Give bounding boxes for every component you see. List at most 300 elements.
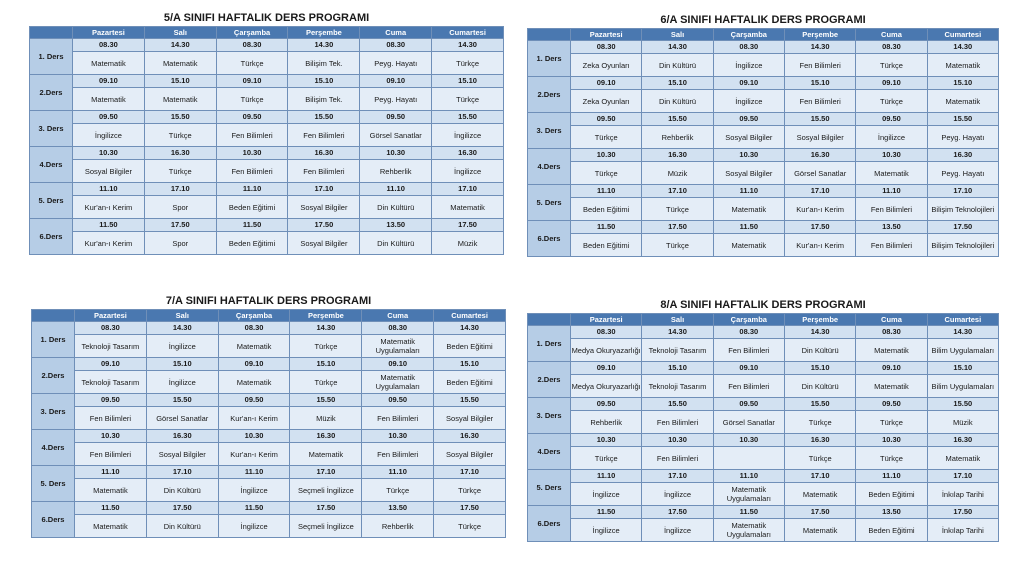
lesson-label: 3. Ders	[30, 111, 73, 147]
time-cell: 17.10	[784, 185, 855, 198]
corner-cell	[528, 314, 571, 326]
time-cell: 13.50	[856, 221, 927, 234]
subject-row	[528, 162, 999, 185]
subject-cell: İngilizce	[571, 519, 642, 542]
subject-cell: Seçmeli İngilizce	[290, 479, 362, 502]
subject-cell: Din Kültürü	[784, 375, 855, 398]
subject-cell: Matematik	[75, 479, 147, 502]
time-cell: 17.50	[784, 506, 855, 519]
time-cell: 17.50	[434, 502, 506, 515]
subject-cell: Görsel Sanatlar	[360, 124, 432, 147]
time-cell: 17.50	[784, 221, 855, 234]
day-header: Pazartesi	[571, 29, 642, 41]
day-header: Çarşamba	[218, 310, 290, 322]
time-row	[528, 41, 999, 54]
time-cell: 15.10	[288, 75, 360, 88]
time-cell: 11.50	[73, 219, 145, 232]
time-cell: 16.30	[927, 434, 998, 447]
subject-cell: Kur'an-ı Kerim	[784, 234, 855, 257]
time-cell: 08.30	[571, 41, 642, 54]
time-cell: 09.50	[362, 394, 434, 407]
subject-cell: Fen Bilimleri	[856, 198, 927, 221]
time-row	[32, 466, 506, 479]
subject-cell: Matematik	[927, 90, 998, 113]
subject-cell: Fen Bilimleri	[288, 124, 360, 147]
subject-cell: Kur'an-ı Kerim	[218, 443, 290, 466]
time-cell: 17.10	[288, 183, 360, 196]
day-header: Cumartesi	[927, 314, 998, 326]
time-cell: 16.30	[288, 147, 360, 160]
time-cell: 16.30	[784, 149, 855, 162]
subject-cell: Fen Bilimleri	[75, 443, 147, 466]
schedule-table	[31, 309, 506, 538]
subject-cell: Beden Eğitimi	[434, 371, 506, 394]
day-header: Salı	[144, 27, 216, 39]
subject-cell: Din Kültürü	[360, 196, 432, 219]
schedule-8a	[527, 297, 999, 542]
time-row	[32, 430, 506, 443]
day-header: Pazartesi	[73, 27, 145, 39]
subject-row	[528, 483, 999, 506]
time-cell: 09.50	[218, 394, 290, 407]
time-cell: 11.50	[75, 502, 147, 515]
subject-cell: Din Kültürü	[146, 479, 218, 502]
subject-cell: Fen Bilimleri	[642, 411, 713, 434]
subject-cell: Matematik	[856, 375, 927, 398]
lesson-label: 3. Ders	[32, 394, 75, 430]
subject-row	[32, 371, 506, 394]
time-cell: 08.30	[218, 322, 290, 335]
subject-cell: Fen Bilimleri	[784, 90, 855, 113]
subject-cell: İngilizce	[146, 371, 218, 394]
subject-cell: Rehberlik	[360, 160, 432, 183]
subject-cell: İngilizce	[713, 90, 784, 113]
time-cell: 11.10	[218, 466, 290, 479]
time-cell: 10.30	[713, 434, 784, 447]
time-cell: 14.30	[146, 322, 218, 335]
time-cell: 11.50	[218, 502, 290, 515]
subject-cell: İnkılap Tarihi	[927, 519, 998, 542]
subject-cell: Türkçe	[144, 160, 216, 183]
day-header: Çarşamba	[713, 29, 784, 41]
time-cell: 15.10	[927, 362, 998, 375]
subject-row	[528, 447, 999, 470]
time-row	[32, 358, 506, 371]
time-cell: 14.30	[784, 41, 855, 54]
day-header: Salı	[642, 314, 713, 326]
lesson-label: 1. Ders	[528, 41, 571, 77]
day-header: Perşembe	[288, 27, 360, 39]
subject-row	[32, 335, 506, 358]
subject-cell: Müzik	[927, 411, 998, 434]
time-cell: 15.50	[784, 113, 855, 126]
subject-cell: Türkçe	[434, 479, 506, 502]
day-header-row	[528, 29, 999, 41]
subject-cell: Sosyal Bilgiler	[713, 126, 784, 149]
schedule-table	[29, 26, 504, 255]
schedule-title: 8/A SINIFI HAFTALIK DERS PROGRAMI	[660, 299, 866, 311]
subject-cell: Peyg. Hayatı	[927, 126, 998, 149]
subject-cell: Matematik	[856, 339, 927, 362]
subject-cell: Matematik	[784, 519, 855, 542]
time-cell: 17.50	[927, 221, 998, 234]
time-cell: 09.10	[73, 75, 145, 88]
time-cell: 14.30	[927, 326, 998, 339]
subject-cell: Türkçe	[216, 52, 288, 75]
time-cell: 09.50	[73, 111, 145, 124]
time-cell: 17.10	[432, 183, 504, 196]
subject-row	[30, 52, 504, 75]
time-cell: 09.50	[856, 398, 927, 411]
time-cell: 15.10	[432, 75, 504, 88]
time-cell: 14.30	[927, 41, 998, 54]
subject-cell: Türkçe	[571, 447, 642, 470]
time-cell: 09.10	[856, 362, 927, 375]
subject-cell: Matematik	[856, 162, 927, 185]
subject-cell: Sosyal Bilgiler	[288, 196, 360, 219]
time-cell: 13.50	[360, 219, 432, 232]
lesson-label: 4.Ders	[32, 430, 75, 466]
subject-row	[30, 124, 504, 147]
time-row	[30, 39, 504, 52]
subject-cell: Matematik	[144, 52, 216, 75]
time-cell: 17.50	[288, 219, 360, 232]
subject-cell: Türkçe	[216, 88, 288, 111]
time-row	[528, 149, 999, 162]
time-cell: 15.10	[434, 358, 506, 371]
day-header-row	[32, 310, 506, 322]
subject-row	[30, 88, 504, 111]
day-header: Perşembe	[784, 314, 855, 326]
subject-cell: Rehberlik	[571, 411, 642, 434]
time-cell: 15.10	[642, 362, 713, 375]
subject-cell	[713, 447, 784, 470]
lesson-label: 2.Ders	[30, 75, 73, 111]
time-cell: 15.50	[290, 394, 362, 407]
time-row	[30, 183, 504, 196]
subject-cell: Türkçe	[642, 198, 713, 221]
time-cell: 16.30	[146, 430, 218, 443]
subject-cell: Fen Bilimleri	[362, 407, 434, 430]
day-header: Çarşamba	[713, 314, 784, 326]
lesson-label: 3. Ders	[528, 113, 571, 149]
time-cell: 09.10	[75, 358, 147, 371]
subject-cell: İngilizce	[642, 483, 713, 506]
subject-cell: Matematik Uygulamaları	[713, 483, 784, 506]
subject-cell: Matematik	[144, 88, 216, 111]
subject-cell: Zeka Oyunları	[571, 54, 642, 77]
time-row	[32, 502, 506, 515]
time-cell: 09.10	[856, 77, 927, 90]
subject-cell: Kur'an-ı Kerim	[73, 232, 145, 255]
subject-cell: Fen Bilimleri	[75, 407, 147, 430]
time-cell: 16.30	[290, 430, 362, 443]
day-header: Çarşamba	[216, 27, 288, 39]
time-cell: 08.30	[571, 326, 642, 339]
day-header: Cuma	[360, 27, 432, 39]
time-cell: 11.10	[362, 466, 434, 479]
lesson-label: 2.Ders	[528, 362, 571, 398]
subject-cell: Matematik Uygulamaları	[362, 371, 434, 394]
time-cell: 15.50	[642, 113, 713, 126]
subject-cell: Zeka Oyunları	[571, 90, 642, 113]
subject-cell: Matematik	[432, 196, 504, 219]
subject-cell: Matematik	[218, 335, 290, 358]
subject-cell: Peyg. Hayatı	[927, 162, 998, 185]
subject-cell: Din Kültürü	[360, 232, 432, 255]
subject-cell: Peyg. Hayatı	[360, 52, 432, 75]
time-cell: 17.50	[642, 506, 713, 519]
time-cell: 17.10	[784, 470, 855, 483]
time-cell: 15.10	[642, 77, 713, 90]
time-cell: 17.10	[927, 470, 998, 483]
subject-cell: Matematik	[75, 515, 147, 538]
time-cell: 09.10	[360, 75, 432, 88]
lesson-label: 5. Ders	[528, 185, 571, 221]
lesson-label: 5. Ders	[528, 470, 571, 506]
subject-cell: Görsel Sanatlar	[784, 162, 855, 185]
subject-cell: Fen Bilimleri	[856, 234, 927, 257]
subject-cell: Sosyal Bilgiler	[434, 443, 506, 466]
corner-cell	[30, 27, 73, 39]
subject-cell: Türkçe	[434, 515, 506, 538]
day-header: Pazartesi	[571, 314, 642, 326]
subject-row	[32, 479, 506, 502]
subject-row	[32, 515, 506, 538]
subject-cell: Matematik	[713, 234, 784, 257]
time-cell: 11.50	[571, 221, 642, 234]
schedule-table	[527, 28, 999, 257]
time-row	[528, 362, 999, 375]
time-cell: 17.10	[642, 185, 713, 198]
time-cell: 08.30	[856, 326, 927, 339]
time-cell: 11.10	[73, 183, 145, 196]
subject-cell: İnkılap Tarihi	[927, 483, 998, 506]
time-cell: 10.30	[642, 434, 713, 447]
time-cell: 10.30	[218, 430, 290, 443]
time-cell: 08.30	[73, 39, 145, 52]
subject-cell: Türkçe	[571, 162, 642, 185]
time-cell: 15.10	[927, 77, 998, 90]
time-cell: 17.10	[927, 185, 998, 198]
subject-cell: Beden Eğitimi	[571, 234, 642, 257]
time-cell: 17.50	[146, 502, 218, 515]
time-cell: 15.50	[784, 398, 855, 411]
time-cell: 09.10	[216, 75, 288, 88]
subject-cell: Spor	[144, 196, 216, 219]
time-cell: 15.50	[146, 394, 218, 407]
subject-cell: Matematik Uygulamaları	[713, 519, 784, 542]
time-cell: 15.50	[642, 398, 713, 411]
lesson-label: 5. Ders	[30, 183, 73, 219]
time-row	[32, 394, 506, 407]
lesson-label: 6.Ders	[32, 502, 75, 538]
subject-cell: Din Kültürü	[642, 90, 713, 113]
time-cell: 17.50	[144, 219, 216, 232]
schedule-title: 7/A SINIFI HAFTALIK DERS PROGRAMI	[165, 295, 372, 307]
day-header: Cumartesi	[434, 310, 506, 322]
lesson-label: 2.Ders	[528, 77, 571, 113]
day-header-row	[30, 27, 504, 39]
time-cell: 17.50	[432, 219, 504, 232]
time-row	[30, 219, 504, 232]
subject-cell: Matematik	[927, 447, 998, 470]
lesson-label: 1. Ders	[30, 39, 73, 75]
time-cell: 11.10	[713, 185, 784, 198]
lesson-label: 2.Ders	[32, 358, 75, 394]
time-cell: 15.10	[146, 358, 218, 371]
time-cell: 17.10	[434, 466, 506, 479]
time-cell: 17.10	[146, 466, 218, 479]
time-cell: 09.10	[218, 358, 290, 371]
time-cell: 14.30	[642, 41, 713, 54]
time-cell: 11.10	[571, 470, 642, 483]
time-cell: 15.50	[144, 111, 216, 124]
subject-cell: Teknoloji Tasarım	[642, 339, 713, 362]
time-cell: 11.10	[713, 470, 784, 483]
time-cell: 15.50	[927, 398, 998, 411]
schedule-7a	[31, 293, 506, 538]
subject-cell: Bilişim Tek.	[288, 88, 360, 111]
subject-cell: Sosyal Bilgiler	[713, 162, 784, 185]
lesson-label: 4.Ders	[30, 147, 73, 183]
subject-cell: Müzik	[432, 232, 504, 255]
day-header: Perşembe	[784, 29, 855, 41]
time-cell: 11.50	[216, 219, 288, 232]
subject-cell: Müzik	[642, 162, 713, 185]
schedule-title: 6/A SINIFI HAFTALIK DERS PROGRAMI	[660, 14, 866, 26]
time-cell: 17.10	[290, 466, 362, 479]
subject-row	[32, 443, 506, 466]
time-cell: 14.30	[784, 326, 855, 339]
subject-cell: Beden Eğitimi	[856, 483, 927, 506]
day-header: Salı	[146, 310, 218, 322]
subject-cell: Matematik	[73, 88, 145, 111]
time-row	[30, 147, 504, 160]
day-header-row	[528, 314, 999, 326]
time-cell: 08.30	[713, 326, 784, 339]
subject-cell: Fen Bilimleri	[288, 160, 360, 183]
time-cell: 11.50	[571, 506, 642, 519]
time-cell: 10.30	[713, 149, 784, 162]
time-cell: 17.10	[642, 470, 713, 483]
lesson-label: 4.Ders	[528, 149, 571, 185]
subject-cell: Kur'an-ı Kerim	[73, 196, 145, 219]
subject-cell: Matematik	[73, 52, 145, 75]
day-header: Cumartesi	[927, 29, 998, 41]
subject-row	[528, 519, 999, 542]
subject-cell: Matematik	[290, 443, 362, 466]
subject-row	[528, 375, 999, 398]
day-header: Cuma	[362, 310, 434, 322]
subject-cell: Türkçe	[784, 411, 855, 434]
time-row	[30, 111, 504, 124]
subject-cell: Bilim Uygulamaları	[927, 375, 998, 398]
subject-cell: Sosyal Bilgiler	[73, 160, 145, 183]
time-cell: 09.10	[713, 77, 784, 90]
time-cell: 14.30	[642, 326, 713, 339]
subject-cell: Türkçe	[856, 54, 927, 77]
time-cell: 11.10	[571, 185, 642, 198]
time-row	[528, 506, 999, 519]
subject-cell: Sosyal Bilgiler	[288, 232, 360, 255]
schedule-title: 5/A SINIFI HAFTALIK DERS PROGRAMI	[163, 12, 370, 24]
time-cell: 14.30	[434, 322, 506, 335]
day-header: Salı	[642, 29, 713, 41]
subject-cell: Fen Bilimleri	[713, 375, 784, 398]
subject-cell: Türkçe	[856, 90, 927, 113]
time-cell: 09.50	[713, 113, 784, 126]
subject-cell: Bilişim Tek.	[288, 52, 360, 75]
subject-cell: Fen Bilimleri	[216, 124, 288, 147]
time-cell: 10.30	[362, 430, 434, 443]
time-row	[528, 326, 999, 339]
time-row	[528, 113, 999, 126]
time-cell: 15.10	[784, 77, 855, 90]
time-cell: 09.50	[571, 113, 642, 126]
subject-cell: Teknoloji Tasarım	[75, 371, 147, 394]
subject-cell: Müzik	[290, 407, 362, 430]
subject-cell: Seçmeli İngilizce	[290, 515, 362, 538]
subject-cell: Spor	[144, 232, 216, 255]
subject-row	[528, 90, 999, 113]
lesson-label: 3. Ders	[528, 398, 571, 434]
subject-cell: İngilizce	[218, 479, 290, 502]
time-cell: 09.50	[571, 398, 642, 411]
subject-cell: Türkçe	[144, 124, 216, 147]
time-cell: 16.30	[144, 147, 216, 160]
subject-cell: Görsel Sanatlar	[146, 407, 218, 430]
time-cell: 16.30	[642, 149, 713, 162]
lesson-label: 1. Ders	[32, 322, 75, 358]
time-cell: 10.30	[75, 430, 147, 443]
time-cell: 09.10	[713, 362, 784, 375]
subject-cell: Görsel Sanatlar	[713, 411, 784, 434]
time-row	[528, 185, 999, 198]
subject-cell: Sosyal Bilgiler	[146, 443, 218, 466]
subject-cell: Fen Bilimleri	[216, 160, 288, 183]
time-cell: 17.10	[144, 183, 216, 196]
subject-cell: Türkçe	[642, 234, 713, 257]
subject-cell: Türkçe	[432, 88, 504, 111]
lesson-label: 1. Ders	[528, 326, 571, 362]
subject-cell: İngilizce	[856, 126, 927, 149]
subject-cell: Matematik	[927, 54, 998, 77]
lesson-label: 6.Ders	[528, 221, 571, 257]
corner-cell	[528, 29, 571, 41]
time-cell: 16.30	[432, 147, 504, 160]
time-cell: 17.50	[642, 221, 713, 234]
subject-cell: Medya Okuryazarlığı	[571, 339, 642, 362]
subject-cell: Bilim Uygulamaları	[927, 339, 998, 362]
time-cell: 17.50	[927, 506, 998, 519]
time-cell: 15.10	[290, 358, 362, 371]
subject-cell: Türkçe	[432, 52, 504, 75]
subject-cell: Türkçe	[362, 479, 434, 502]
subject-cell: Beden Eğitimi	[216, 232, 288, 255]
time-cell: 08.30	[856, 41, 927, 54]
time-cell: 08.30	[713, 41, 784, 54]
time-cell: 17.50	[290, 502, 362, 515]
time-cell: 13.50	[856, 506, 927, 519]
subject-cell: Fen Bilimleri	[784, 54, 855, 77]
subject-row	[528, 126, 999, 149]
time-cell: 15.50	[927, 113, 998, 126]
time-cell: 10.30	[571, 149, 642, 162]
subject-cell: Peyg. Hayatı	[360, 88, 432, 111]
subject-cell: Sosyal Bilgiler	[434, 407, 506, 430]
subject-cell: Beden Eğitimi	[571, 198, 642, 221]
